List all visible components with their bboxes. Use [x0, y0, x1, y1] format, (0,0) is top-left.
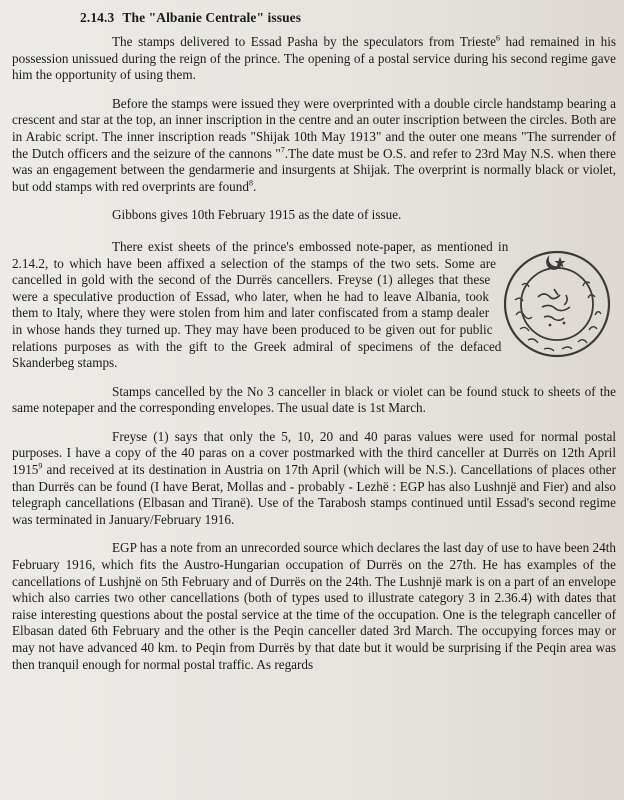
crescent-star-icon — [498, 245, 616, 363]
handstamp-image — [498, 245, 616, 363]
paragraph-1: The stamps delivered to Essad Pasha by the speculators from Trieste$^6$ had remained in his possession unissued during the reign of the prince. The opening of a postal service during his second regime gave him the opportunity of using them. — [12, 33, 616, 83]
section-heading — [12, 10, 616, 26]
footnote-ref: 8 — [248, 178, 253, 188]
paragraph-3: Gibbons gives 10th February 1915 as the date of issue. — [112, 207, 402, 223]
footnote-ref: 6 — [495, 33, 500, 43]
footnote-ref: 7 — [280, 145, 285, 155]
paragraph-5: Stamps cancelled by the No 3 canceller in black or violet can be found stuck to sheets of the same notepaper and the corresponding envelopes. The usual date is 1st March. — [12, 383, 616, 416]
footnote-ref: 9 — [38, 461, 43, 471]
paragraph-6: Freyse (1) says that only the 5, 10, 20 and 40 paras values were used for normal postal purposes. I have a copy of the 40 paras on a cover postmarked with the third canceller at Durrës on 12th April 1915$^9$ and received at its destination in Austria on 17th April (which will be N.S.). Cancellations of places other than Durrës can be found (I have Berat, Mollas and - probably - Lezhë : EGP has also Lushnjë and Fier) and also telegraph cancellations (Elbasan and Tiranë). Use of the Tarabosh stamps continued until Essad's second regime was terminated in January/February 1916. — [12, 428, 616, 527]
paragraph-2: Before the stamps were issued they were overprinted with a double circle handstamp bearing a crescent and star at the top, an inner inscription in the centre and an outer inscription between the circles. Both are in Arabic script. The inner inscription reads "Shijak 10th May 1913" and the outer one means "The surrender of the Dutch officers and the seizure of the cannons "$^7$.The date must be O.S. and refer to 23rd May N.S. when there was an engagement between the gendarmerie and insurgents at Shijak. The overprint is normally black or violet, but odd stamps with red overprints are found$^8$. — [12, 95, 616, 194]
paragraph-7: EGP has a note from an unrecorded source which declares the last day of use to have been 24th February 1916, which fits the Austro-Hungarian occupation of Durrës on the 27th. He has examples of the cancellations of Lushjnë on 5th February and of Durrës on the 24th. The Lushnjë mark is on a part of an envelope which also carries two other cancellations (both of types used to illustrate category 3 in 2.36.4) with dates that raise interesting questions about the postal service at the time of the occupation. One is the telegraph canceller of Elbasan dated 6th February and the other is the Peqin canceller dated 3rd March. The occupying forces may or may not have advanced 40 km. to Peqin from Durrës by that date but it would be surprising if the Peqin area was then tranquil enough for normal postal traffic. As regards — [12, 540, 616, 672]
paragraph-4: There exist sheets of the prince's embossed note-paper, as mentioned in 2.14.2, to which have been affixed a selection of the stamps of the two sets. Some are cancelled in gold with the second of the Durrës cancellers. Freyse (1) alleges that these were a speculative production of Essad, who later, when he had to leave Albania, took them to Italy, where they were stolen from him and later confiscated from a stamp dealer in whose hands they turned up. They may have been produced to be given out for public relations purposes as with the gift to the Greek admiral of specimens of the defaced Skanderbeg stamps. — [12, 239, 616, 372]
section-number: 2.14.3 — [80, 10, 115, 25]
section-title: The "Albanie Centrale" issues — [122, 10, 302, 25]
